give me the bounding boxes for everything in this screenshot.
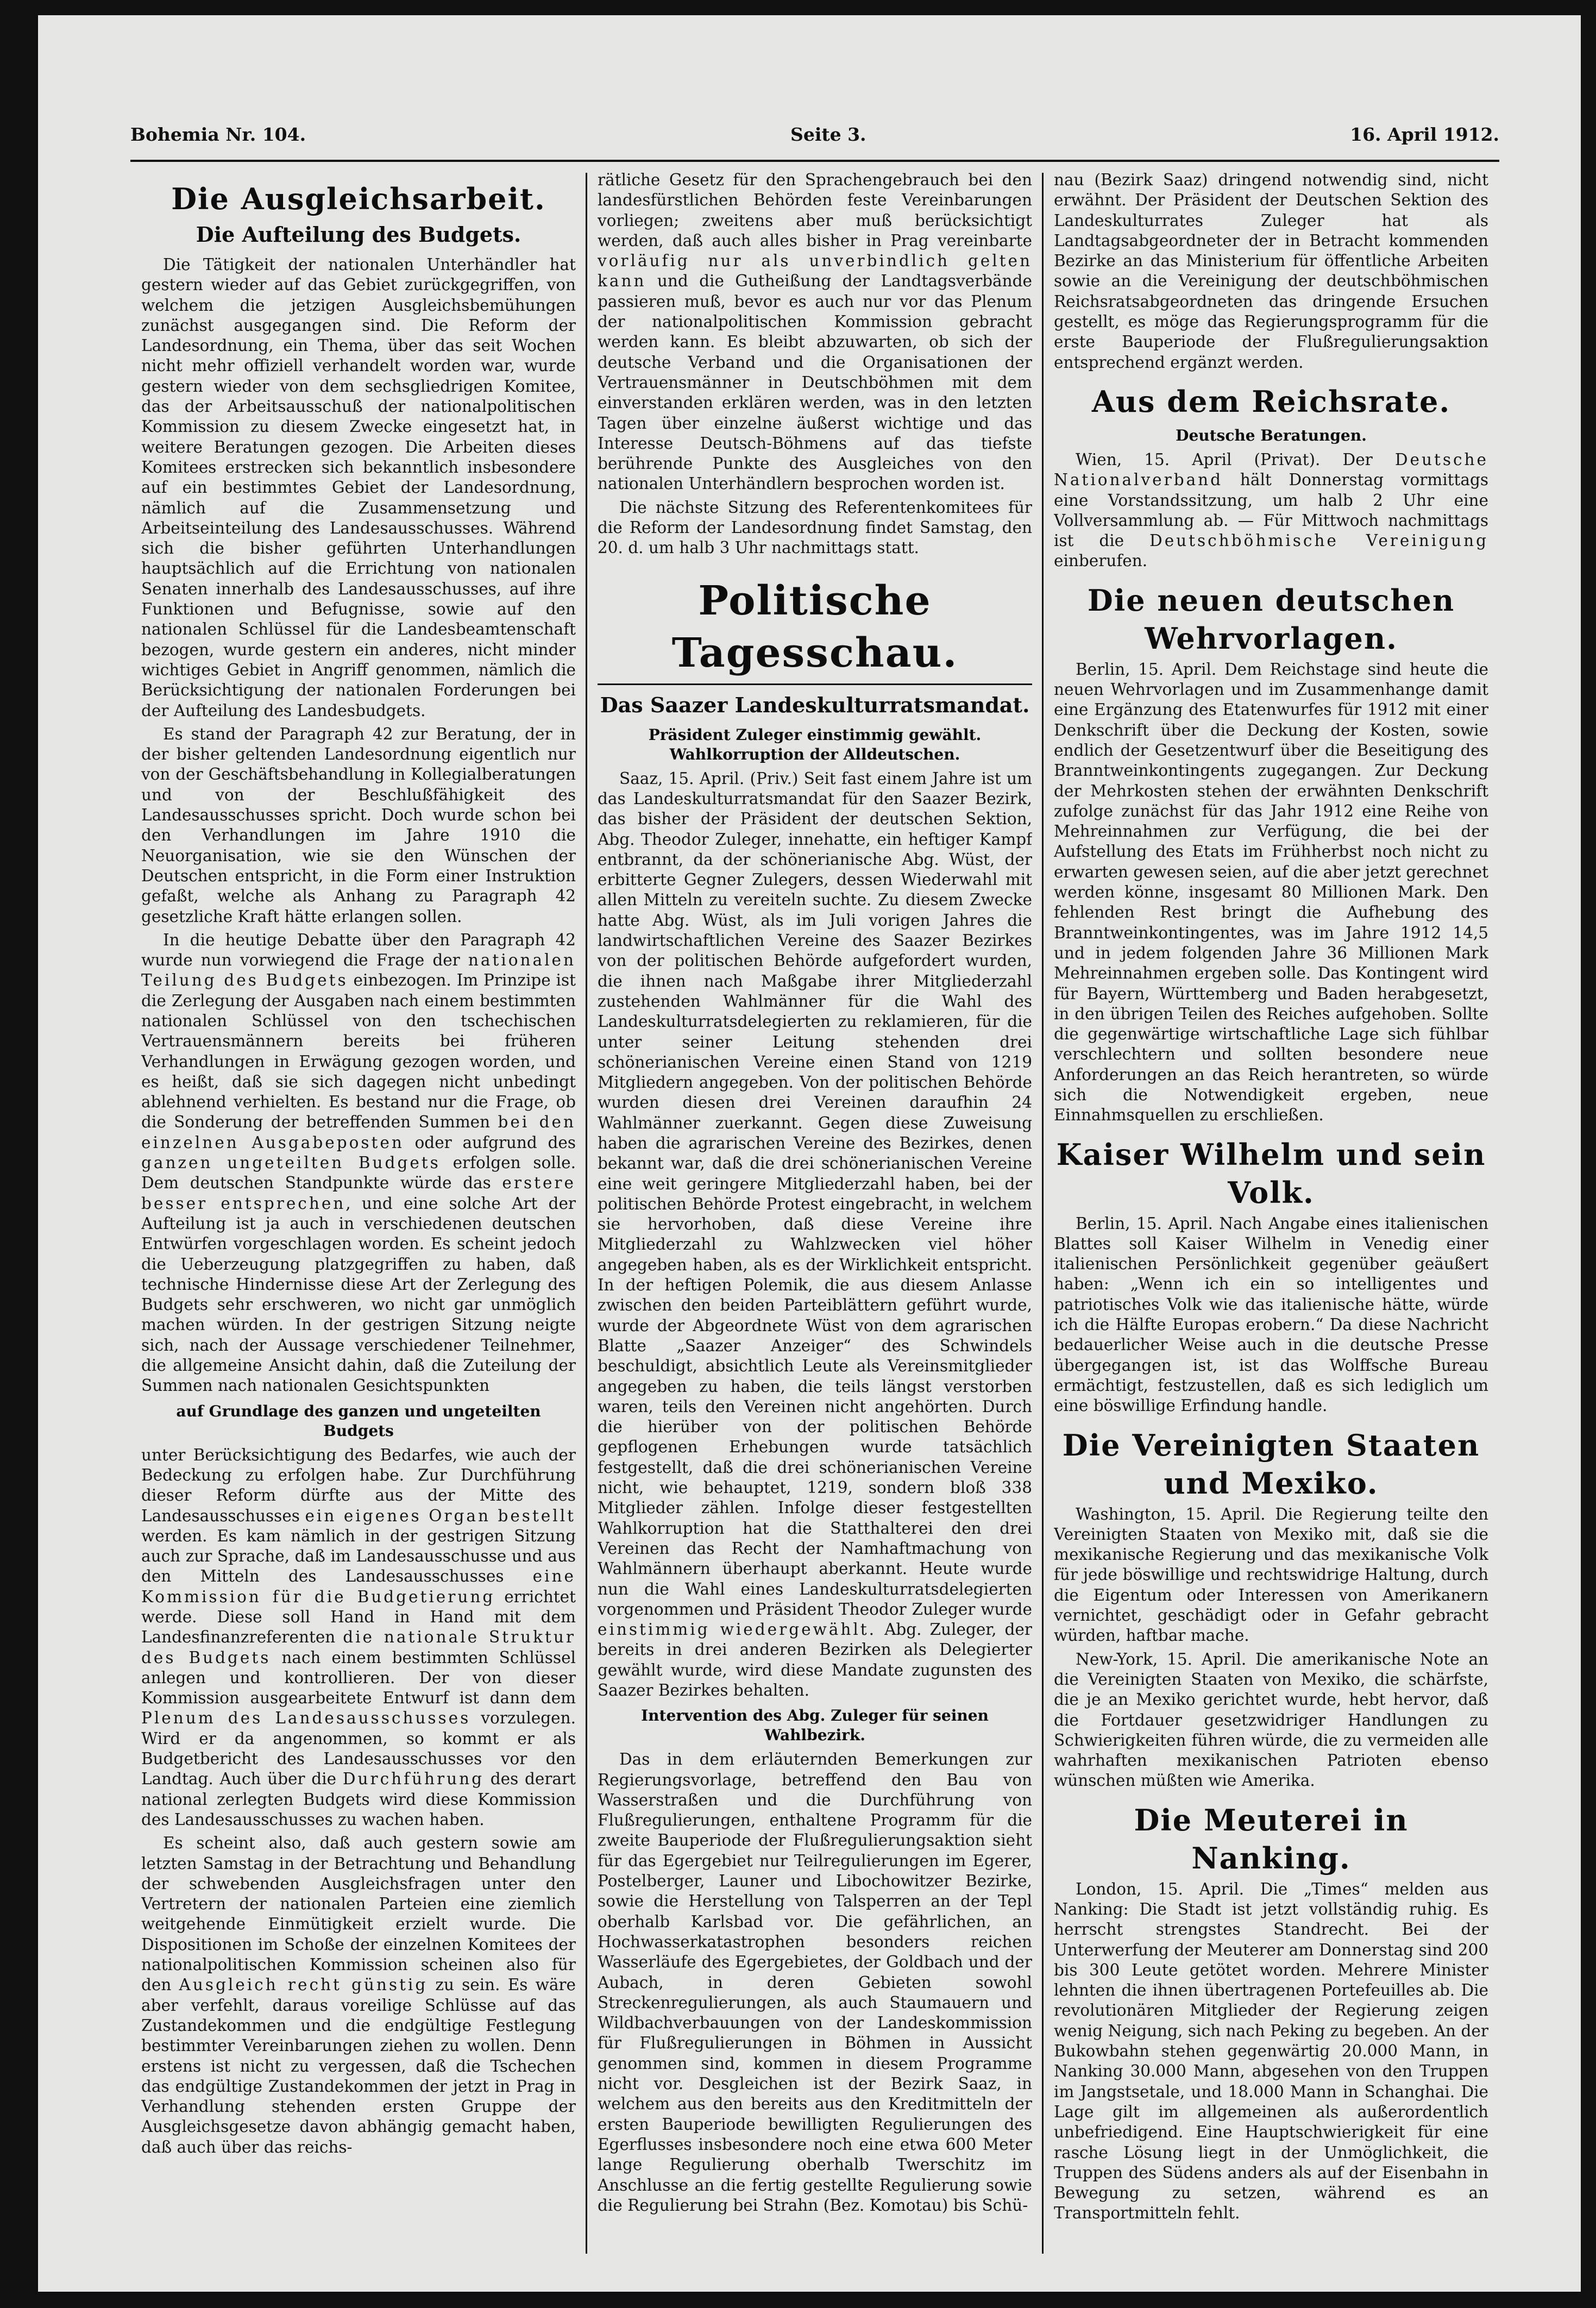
column-rule-right bbox=[1042, 173, 1044, 2254]
paragraph: rätliche Gesetz für den Sprachengebrauch bei den landesfürstlichen Behörden feste Vereinbarungen vorliegen; zweitens aber muß berücksichtigt werden, daß auch alles bisher in Prag vereinbarte vorläufig nur als unverbindlich gelten kann und die Gutheißung der Landtagsverbände passieren muß, bevor es auch nur vor das Plenum der nationalpolitischen Kommission gebracht werden kann. Es bleibt abzuwarten, ob sich der deutsche Verband und die Organisationen der Vertrauensmänner in Deutschböhmen mit dem einverstanden erklären werden, was in den letzten Tagen über einzelne äußerst wichtige und das Interesse Deutsch-Böhmens auf das tiefste berührende Punkte des Ausgleiches von den nationalen Unterhändlern besprochen worden ist. bbox=[598, 171, 1032, 493]
paragraph: Berlin, 15. April. Nach Angabe eines italienischen Blattes soll Kaiser Wilhelm in Venedig einer italienischen Persönlichkeit gegenüber geäußert haben: „Wenn ich ein so intelligentes und patriotisches Volk wie das italienische hätte, würde ich die Hälfte Europas erobern.“ Da diese Nachricht bedauerlicher Weise auch in die deutsche Presse übergegangen ist, ist das Wolffsche Bureau ermächtigt, festzustellen, daß es sich lediglich um eine böswillige Erfindung handle. bbox=[1054, 1214, 1488, 1415]
article-title-ausgleich: Die Ausgleichsarbeit. bbox=[171, 181, 546, 216]
column-2 bbox=[598, 170, 1032, 2256]
section-rule bbox=[598, 683, 1032, 685]
article-subtitle-budget: Die Aufteilung des Budgets. bbox=[196, 222, 521, 247]
article-kicker-zuleger: Präsident Zuleger einstimmig gewählt. Wahlkorruption der Alldeutschen. bbox=[648, 725, 982, 763]
paragraph: unter Berücksichtigung des Bedarfes, wie auch der Bedeckung zu erfolgen habe. Zur Durchführung dieser Reform dürfte aus der Mitte des Landesausschusses ein eigenes Organ bestellt werden. Es kam nämlich in der gestrigen Sitzung auch zur Sprache, daß im Landesausschusse und aus den Mitteln des Landesausschusses eine Kommission für die Budgetierung errichtet werde. Diese soll Hand in Hand mit dem Landesfinanzreferenten die nationale Struktur des Budgets nach einem bestimmten Schlüssel anlegen und kontrollieren. Der von dieser Kommission ausgearbeitete Entwurf ist dann dem Plenum des Landesausschusses vorzulegen. Wird er da angenommen, so kommt er als Budgetbericht des Landesausschusses vor den Landtag. Auch über die Durchführung des derart national zerlegten Budgets wird diese Kommission des Landesausschusses zu wachen haben. bbox=[141, 1445, 576, 1829]
column-rule-left bbox=[586, 173, 587, 2254]
article-kicker-intervention: Intervention des Abg. Zuleger für seinen Wahlbezirk. bbox=[641, 1707, 989, 1745]
paragraph: nau (Bezirk Saaz) dringend notwendig sind, nicht erwähnt. Der Präsident der Deutschen Sektion des Landeskulturrates Zuleger hat als Landtagsabgeordneter der in Betracht kommenden Bezirke an das Ministerium für öffentliche Arbeiten sowie an die Vereinigung der deutschböhmischen Reichsratsabgeordneten das dringende Ersuchen gestellt, es möge das Regierungsprogramm für die erste Bauperiode der Flußregulierungsaktion entsprechend ergänzt werden. bbox=[1054, 171, 1488, 372]
article-title-saazer: Das Saazer Landeskulturratsmandat. bbox=[600, 692, 1030, 717]
newspaper-page bbox=[38, 15, 1581, 2292]
paragraph: Es stand der Paragraph 42 zur Beratung, der in der bisher geltenden Landesordnung eigentlich nur von der Geschäftsbehandlung in Kollegialberatungen und von der Beschlußfähigkeit des Landesausschusses spricht. Doch wurde schon bei den Verhandlungen im Jahre 1910 die Neuorganisation, wie sie den Wünschen der Deutschen entspricht, in die Form einer Instruktion gefaßt, welche als Anhang zu Paragraph 42 gesetzliche Kraft hätte erlangen sollen. bbox=[141, 724, 576, 926]
paragraph: Saaz, 15. April. (Priv.) Seit fast einem Jahre ist um das Landeskulturratsmandat für den Saazer Bezirk, das bisher der Präsident der deutschen Sektion, Abg. Theodor Zuleger, innehatte, ein heftiger Kampf entbrannt, da der schönerianische Abg. Wüst, der erbitterte Gegner Zulegers, dessen Wiederwahl mit allen Mitteln zu vereiteln suchte. Zu diesem Zwecke hatte Abg. Wüst, als im Juli vorigen Jahres die landwirtschaftlichen Vereine des Saazer Bezirkes von der politischen Behörde aufgefordert wurden, die ihnen nach Maßgabe ihrer Mitgliederzahl zustehenden Wahlmänner für die Wahl des Landeskulturratsdelegierten zu reklamieren, für die unter seiner Leitung stehenden drei schönerianischen Vereine einen Stand von 1219 Mitgliedern angegeben. Von der politischen Behörde wurden diesen drei Vereinen daraufhin 24 Wahlmänner zuerkannt. Gegen diese Zuweisung haben die agrarischen Vereine des Bezirkes, denen bekannt war, daß die drei schönerianischen Vereine eine weit geringere Mitgliederzahl haben, bei der politischen Behörde Protest eingebracht, in welchem sie hervorhoben, daß diese Vereine ihre Mitgliederzahl zu Wahlzwecken viel höher angegeben haben, als es der Wirklichkeit entspricht. In der heftigen Polemik, die aus diesem Anlasse zwischen den beiden Parteiblättern geführt wurde, wurde der Abgeordnete Wüst von dem agrarischen Blatte „Saazer Anzeiger“ des Schwindels beschuldigt, absichtlich Leute als Vereinsmitglieder angegeben zu haben, die teils längst verstorben waren, teils den Vereinen nicht angehörten. Durch die hierüber von der politischen Behörde gepflogenen Erhebungen wurde tatsächlich festgestellt, daß die drei schönerianischen Vereine nicht, wie behauptet, 1219, sondern bloß 338 Mitglieder zählen. Infolge dieser festgestellten Wahlkorruption hat die Statthalterei den drei Vereinen das Recht der Namhaftmachung von Wahlmännern überhaupt aberkannt. Heute wurde nun die Wahl eines Landeskulturratsdelegierten vorgenommen und Präsident Theodor Zuleger wurde einstimmig wiedergewählt. Abg. Zuleger, der bereits in drei anderen Bezirken als Delegierter gewählt wurde, wird diese Mandate zugunsten des Saazer Bezirkes behalten. bbox=[598, 769, 1032, 1699]
paragraph: London, 15. April. Die „Times“ melden aus Nanking: Die Stadt ist jetzt vollständig ruhig. Es herrscht strengstes Standrecht. Bei der Unterwerfung der Meuterer am Donnerstag sind 200 bis 300 Leute getötet worden. Mehrere Minister lehnten die ihnen übertragenen Portefeuilles ab. Die revolutionären Mitglieder der Regierung zeigen wenig Neigung, sich nach Peking zu begeben. An der Bukowbahn stehen gegenwärtig 20.000 Mann, in Nanking 30.000 Mann, abgesehen von den Truppen im Jangstsetale, und 18.000 Mann in Schanghai. Die Lage gilt im allgemeinen als außerordentlich unbefriedigend. Eine Hauptschwierigkeit für eine rasche Lösung liegt in der Unmöglichkeit, die Truppen des Südens anders als auf der Eisenbahn in Bewegung zu setzen, während es an Transportmitteln fehlt. bbox=[1054, 1879, 1488, 2223]
paragraph: Berlin, 15. April. Dem Reichstage sind heute die neuen Wehrvorlagen und im Zusammenhange damit eine Ergänzung des Etatenwurfes für 1912 mit einer Denkschrift über die Deckung der Kosten, sowie endlich der Gesetzentwurf über die Beseitigung des Branntweinkontingents zugegangen. Zur Deckung der Mehrkosten stehen der erwähnten Denkschrift zufolge zunächst für das Jahr 1912 eine Reihe von Mehreinnahmen zur Verfügung, die bei der Aufstellung des Etats im Frühherbst noch nicht zu erwarten gewesen seien, auf die aber jetzt gerechnet werden könne, insgesamt 80 Millionen Mark. Den fehlenden Rest bringt die Aufhebung des Branntweinkontingentes, was im Jahre 1912 14,5 und in jedem folgenden Jahre 36 Millionen Mark Mehreinnahmen ergeben solle. Das Kontingent wird für Bayern, Württemberg und Baden herabgesetzt, in den übrigen Teilen des Reiches aufgehoben. Sollte die gegenwärtige wirtschaftliche Lage sich fühlbar verschlechtern und sollten besondere neue Anforderungen an das Reich herantreten, so würde sich die Notwendigkeit ergeben, neue Einnahmsquellen zu erschließen. bbox=[1054, 660, 1488, 1125]
article-title-nanking: Die Meuterei in Nanking. bbox=[1134, 1802, 1409, 1876]
article-subtitle-beratungen: Deutsche Beratungen. bbox=[1176, 426, 1367, 444]
paragraph: Das in dem erläuternden Bemerkungen zur Regierungsvorlage, betreffend den Bau von Wasserstraßen und die Durchführung von Flußregulierungen, enthaltene Programm für die zweite Bauperiode der Flußregulierungsaktion sieht für das Egergebiet nur Teilregulierungen im Egerer, Postelberger, Launer und Libochowitzer Bezirke, sowie die Herstellung von Talsperren an der Tepl oberhalb Karlsbad vor. Die gefährlichen, an Hochwasserkatastrophen besonders reichen Wasserläufe des Egergebietes, der Goldbach und der Aubach, in deren Gebieten sowohl Streckenregulierungen, als auch Staumauern und Wildbachverbauungen von der Landeskommission für Flußregulierungen in Böhmen in Aussicht genommen sind, kommen in diesem Programme nicht vor. Desgleichen ist der Bezirk Saaz, in welchem aus den bereits aus den Kreditmitteln der ersten Bauperiode bewilligten Regulierungen des Egerflusses insbesondere noch eine etwa 600 Meter lange Regulierung oberhalb Twerschitz im Anschlusse an die fertig gestellte Regulierung sowie die Regulierung bei Strahn (Bez. Komotau) bis Schü- bbox=[598, 1750, 1032, 2215]
issue-date: 16. April 1912. bbox=[1350, 124, 1499, 145]
paragraph: Es scheint also, daß auch gestern sowie am letzten Samstag in der Betrachtung und Behandlung der schwebenden Ausgleichsfragen unter den Vertretern der nationalen Parteien eine ziemlich weitgehende Einmütigkeit erzielt wurde. Die Dispositionen im Schoße der einzelnen Komitees der nationalpolitischen Kommission scheinen also für den Ausgleich recht günstig zu sein. Es wäre aber verfehlt, daraus voreilige Schlüsse auf das Zustandekommen und die endgültige Festlegung bestimmter Vereinbarungen ziehen zu wollen. Denn erstens ist nicht zu vergessen, daß die Tschechen das endgültige Zustandekommen der jetzt in Prag in Verhandlung stehenden ersten Gruppe der Ausgleichsgesetze davon abhängig gemacht haben, daß auch über das reichs- bbox=[141, 1834, 576, 2156]
paper-issue: Bohemia Nr. 104. bbox=[130, 124, 306, 145]
article-title-reichsrat: Aus dem Reichsrate. bbox=[1091, 384, 1451, 419]
paragraph: Washington, 15. April. Die Regierung teilte den Vereinigten Staaten von Mexiko mit, daß sie die mexikanische Regierung und das mexikanische Volk für jede böswillige und rechtswidrige Haltung, durch die Eigentum oder Interessen von Amerikanern vernichtet, geschädigt oder in Gefahr gebracht würden, haftbar mache. bbox=[1054, 1504, 1488, 1645]
article-title-wehrvorlagen: Die neuen deutschen Wehrvorlagen. bbox=[1087, 582, 1455, 656]
paragraph: New-York, 15. April. Die amerikanische Note an die Vereinigten Staaten von Mexiko, die schärfste, die je an Mexiko gerichtet wurde, hebt hervor, daß die Fortdauer gesetzwidriger Handlungen zu Schwierigkeiten führen würde, die zu vermeiden alle wahrhaften mexikanischen Patrioten ebenso wünschen müßten wie Amerika. bbox=[1054, 1650, 1488, 1790]
paragraph: In die heutige Debatte über den Paragraph 42 wurde nun vorwiegend die Frage der nationalen Teilung des Budgets einbezogen. Im Prinzipe ist die Zerlegung der Ausgaben nach einem bestimmten nationalen Schlüssel von den tschechischen Vertrauensmännern bereits bei früheren Verhandlungen in Erwägung gezogen worden, und es heißt, daß sie sich dagegen nicht unbedingt ablehnend verhielten. Es bestand nur die Frage, ob die Sonderung der betreffenden Summen bei den einzelnen Ausgabeposten oder aufgrund des ganzen ungeteilten Budgets erfolgen solle. Dem deutschen Standpunkte würde das erstere besser entsprechen, und eine solche Art der Aufteilung ist ja auch in verschiedenen deutschen Entwürfen vorgeschlagen worden. Es scheint jedoch die Ueberzeugung platzgegriffen zu haben, daß technische Hindernisse diese Art der Zerlegung des Budgets sehr erschweren, wo nicht gar unmöglich machen würden. In der gestrigen Sitzung neigte sich, nach der Aussage verschiedener Teilnehmer, die allgemeine Ansicht dahin, daß die Zuteilung der Summen nach nationalen Gesichtspunkten bbox=[141, 930, 576, 1395]
column-1 bbox=[141, 170, 576, 2256]
section-title-politische-tagesschau: Politische Tagesschau. bbox=[671, 577, 958, 676]
paragraph: Die nächste Sitzung des Referentenkomitees für die Reform der Landesordnung findet Samstag, den 20. d. um halb 3 Uhr nachmittags statt. bbox=[598, 498, 1032, 557]
paragraph: Wien, 15. April (Privat). Der Deutsche Nationalverband hält Donnerstag vormittags eine Vorstandssitzung, um halb 2 Uhr eine Vollversammlung ab. — Für Mittwoch nachmittags ist die Deutschböhmische Vereinigung einberufen. bbox=[1054, 450, 1488, 570]
running-header bbox=[130, 124, 1499, 154]
paragraph: Die Tätigkeit der nationalen Unterhändler hat gestern wieder auf das Gebiet zurückgegriffen, von welchem die jetzigen Ausgleichsbemühungen zunächst ausgegangen sind. Die Reform der Landesordnung, ein Thema, über das seit Wochen nicht mehr offiziell verhandelt worden war, wurde gestern wieder von dem sechsgliedrigen Komitee, das der Arbeitsausschuß der nationalpolitischen Kommission zu diesem Zwecke eingesetzt hat, in weitere Beratungen gezogen. Die Arbeiten dieses Komitees erstrecken sich bekanntlich insbesondere auf ein bestimmtes Gebiet der Landesordnung, nämlich auf die Zusammensetzung und Arbeitseinteilung des Landesausschusses. Während sich die bisher geführten Unterhandlungen hauptsächlich auf die Errichtung von nationalen Senaten innerhalb des Landesausschusses, auf ihre Funktionen und Befugnisse, sowie auf den nationalen Schlüssel für die Landesbeamtenschaft bezogen, wurde gestern ein anderes, nicht minder wichtiges Gebiet in Angriff genommen, nämlich die Berücksichtigung der nationalen Forderungen bei der Aufteilung des Landesbudgets. bbox=[141, 255, 576, 720]
header-rule bbox=[130, 160, 1499, 162]
article-title-mexiko: Die Vereinigten Staaten und Mexiko. bbox=[1062, 1427, 1480, 1501]
article-title-kaiser: Kaiser Wilhelm und sein Volk. bbox=[1056, 1137, 1486, 1210]
column-3 bbox=[1054, 170, 1488, 2256]
centered-phrase: auf Grundlage des ganzen und ungeteilten Budgets bbox=[176, 1402, 541, 1440]
page-number: Seite 3. bbox=[790, 124, 866, 145]
